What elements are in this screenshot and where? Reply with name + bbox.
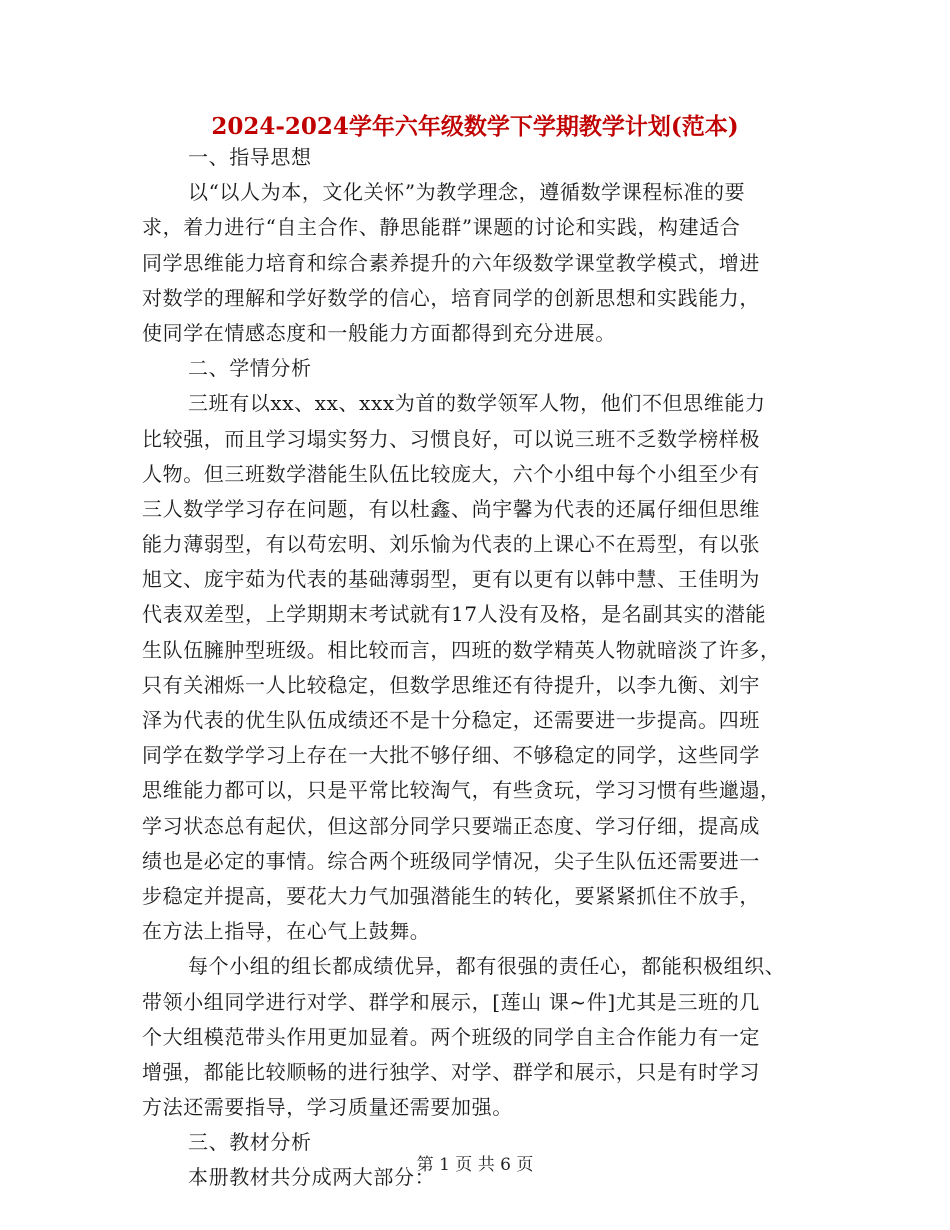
text-line: 学习状态总有起伏，但这部分同学只要端正态度、学习仔细，提高成 (142, 813, 760, 838)
text-line: 只有关湘烁一人比较稳定，但数学思维还有待提升，以李九衡、刘宇 (142, 672, 760, 697)
text-line: 比较强，而且学习塌实努力、习惯良好，可以说三班不乏数学榜样极 (142, 426, 760, 451)
text-line: 思维能力都可以，只是平常比较淘气，有些贪玩，学习习惯有些邋遢， (142, 778, 781, 803)
text-line: 三人数学学习存在问题，有以杜鑫、尚宇馨为代表的还属仔细但思维 (142, 496, 760, 521)
text-line: 方法还需要指导，学习质量还需要加强。 (142, 1095, 513, 1120)
text-line: 旭文、庞宇茹为代表的基础薄弱型，更有以更有以韩中慧、王佳明为 (142, 567, 760, 592)
text-line: 在方法上指导，在心气上鼓舞。 (142, 919, 431, 944)
text-line: 以“以人为本，文化关怀”为教学理念，遵循数学课程标准的要 (188, 180, 746, 205)
text-line: 增强，都能比较顺畅的进行独学、对学、群学和展示，只是有时学习 (142, 1059, 760, 1084)
text-line: 本册教材共分成两大部分： (188, 1165, 436, 1190)
section-heading: 一、指导思想 (188, 145, 312, 169)
text-line: 对数学的理解和学好数学的信心，培育同学的创新思想和实践能力， (142, 285, 760, 310)
text-line: 带领小组同学进行对学、群学和展示，[莲山 课~件]尤其是三班的几 (142, 989, 760, 1014)
text-line: 代表双差型，上学期期末考试就有17人没有及格，是名副其实的潜能 (142, 602, 767, 627)
text-line: 生队伍臃肿型班级。相比较而言，四班的数学精英人物就暗淡了许多， (142, 637, 781, 662)
text-line: 人物。但三班数学潜能生队伍比较庞大，六个小组中每个小组至少有 (142, 461, 760, 486)
text-line: 同学在数学学习上存在一大批不够仔细、不够稳定的同学，这些同学 (142, 743, 760, 768)
document-body (142, 140, 810, 1196)
page-footer: 第 1 页 共 6 页 (416, 1155, 534, 1175)
section-heading: 二、学情分析 (188, 356, 312, 381)
text-line: 能力薄弱型，有以苟宏明、刘乐愉为代表的上课心不在焉型，有以张 (142, 532, 760, 557)
document-title: 2024-2024学年六年级数学下学期教学计划(范本) (211, 113, 739, 140)
text-line: 求，着力进行“自主合作、静思能群”课题的讨论和实践，构建适合 (142, 215, 741, 240)
text-line: 使同学在情感态度和一般能力方面都得到充分进展。 (142, 320, 616, 345)
text-line: 三班有以xx、xx、xxx为首的数学领军人物，他们不但思维能力 (188, 391, 766, 416)
text-line: 泽为代表的优生队伍成绩还不是十分稳定，还需要进一步提高。四班 (142, 708, 760, 732)
text-line: 绩也是必定的事情。综合两个班级同学情况，尖子生队伍还需要进一 (142, 848, 760, 873)
section-heading: 三、教材分析 (188, 1130, 312, 1155)
text-line: 同学思维能力培育和综合素养提升的六年级数学课堂教学模式，增进 (142, 250, 760, 275)
text-line: 每个小组的组长都成绩优异，都有很强的责任心，都能积极组织、 (188, 954, 786, 979)
text-line: 个大组模范带头作用更加显着。两个班级的同学自主合作能力有一定 (142, 1024, 760, 1049)
text-line: 步稳定并提高，要花大力气加强潜能生的转化，要紧紧抓住不放手， (142, 883, 760, 908)
